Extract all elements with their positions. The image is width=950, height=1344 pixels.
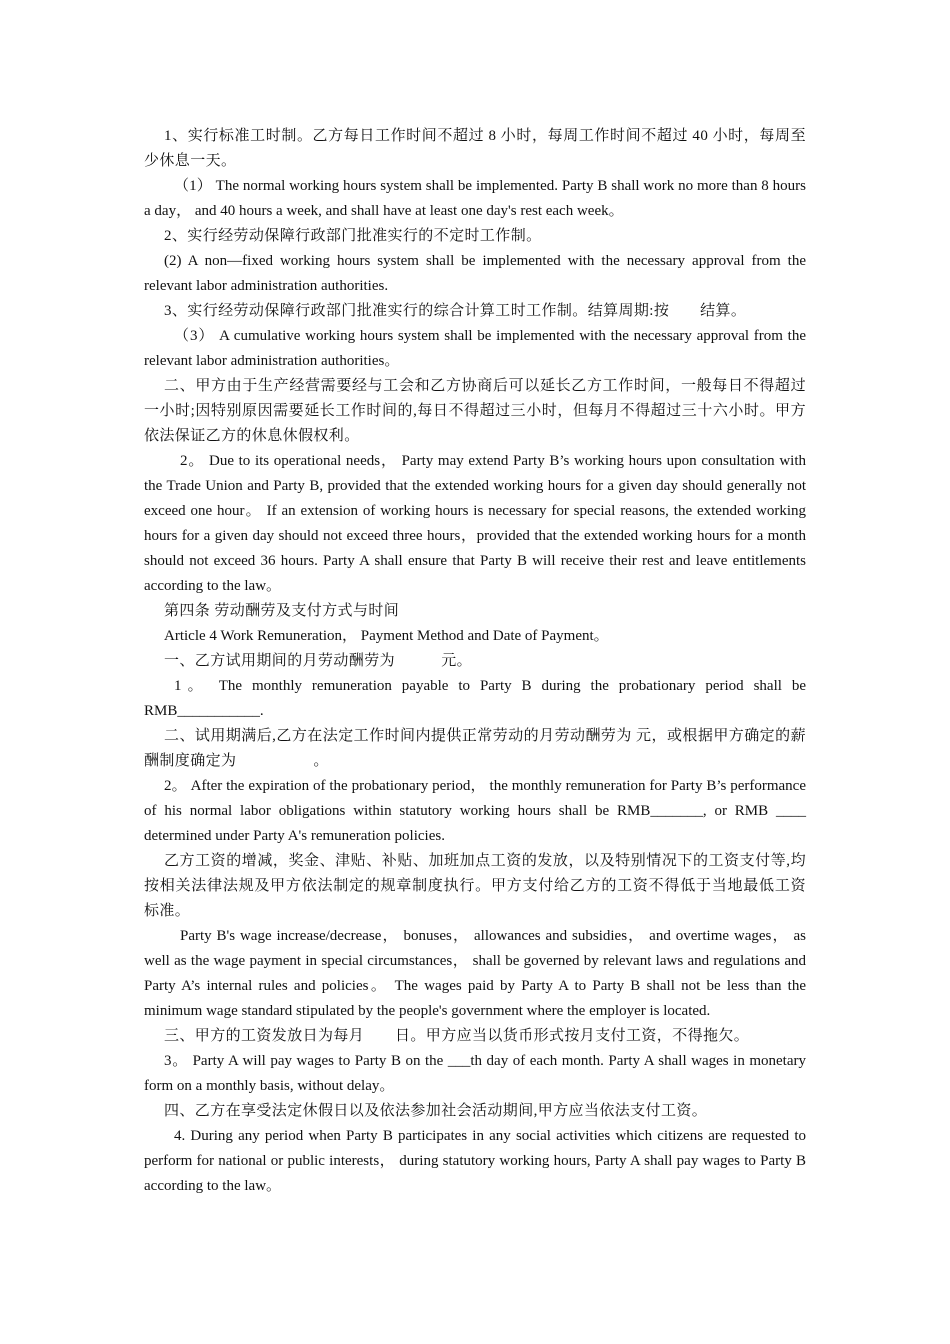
clause-2-en: 2。 Due to its operational needs， Party may extend Party B’s working hours upon consultation with the Trade Union and Party B, provided that the extended working hours for a given day should generally not exceed one hour。 If an extension of working hours is necessary for special reasons, the extended working hours for a given day should not exceed three hours，provided that the extended working hours for a month should not exceed 36 hours. Party A shall ensure that Party B will receive their rest and leave entitlements according to the law。	[144, 453, 806, 594]
article-4-clause-2: 二、试用期满后,乙方在法定工作时间内提供正常劳动的月劳动酬劳为 元，或根据甲方确定的薪酬制度确定为 。	[144, 728, 806, 769]
article-4-clause-1-en: 1。 The monthly remuneration payable to Party B during the probationary period shall be RMB___________.	[144, 678, 806, 719]
article-4-clause-3-en: 3。 Party A will pay wages to Party B on the ___th day of each month. Party A shall wages in monetary form on a monthly basis, without delay。	[144, 1053, 806, 1094]
paragraph-3-en: （3） A cumulative working hours system shall be implemented with the necessary approval from the relevant labor administration authorities。	[144, 328, 806, 369]
document-page	[144, 124, 806, 1199]
article-4-heading: 第四条 劳动酬劳及支付方式与时间	[164, 603, 400, 619]
article-4-clause-4-en: 4. During any period when Party B participates in any social activities which citizens are requested to perform for national or public interests， during statutory working hours, Party A shall pay wages to Party B according to the law。	[144, 1128, 806, 1194]
clause-2: 二、甲方由于生产经营需要经与工会和乙方协商后可以延长乙方工作时间，一般每日不得超过一小时;因特别原因需要延长工作时间的,每日不得超过三小时，但每月不得超过三十六小时。甲方依法保证乙方的休息休假权利。	[144, 378, 806, 444]
article-4-clause-3: 三、甲方的工资发放日为每月 日。甲方应当以货币形式按月支付工资，不得拖欠。	[164, 1028, 750, 1044]
wage-adjustment: 乙方工资的增减，奖金、津贴、补贴、加班加点工资的发放，以及特别情况下的工资支付等,均按相关法律法规及甲方依法制定的规章制度执行。甲方支付给乙方的工资不得低于当地最低工资标准。	[144, 853, 806, 919]
article-4-heading-en: Article 4 Work Remuneration， Payment Method and Date of Payment。	[164, 628, 609, 644]
paragraph-1-en: （1） The normal working hours system shall be implemented. Party B shall work no more than 8 hours a day， and 40 hours a week, and shall have at least one day's rest each week。	[144, 178, 806, 219]
paragraph-3: 3、实行经劳动保障行政部门批准实行的综合计算工时工作制。结算周期:按 结算。	[164, 303, 747, 319]
article-4-clause-4: 四、乙方在享受法定休假日以及依法参加社会活动期间,甲方应当依法支付工资。	[164, 1103, 708, 1119]
paragraph-2-en: (2) A non—fixed working hours system shall be implemented with the necessary approval from the relevant labor administration authorities.	[144, 253, 806, 294]
paragraph-1: 1、实行标准工时制。乙方每日工作时间不超过 8 小时，每周工作时间不超过 40 小时，每周至少休息一天。	[144, 128, 806, 169]
paragraph-2: 2、实行经劳动保障行政部门批准实行的不定时工作制。	[164, 228, 542, 244]
article-4-clause-1: 一、乙方试用期间的月劳动酬劳为 元。	[164, 653, 473, 669]
article-4-clause-2-en: 2。 After the expiration of the probationary period， the monthly remuneration for Party B’s performance of his normal labor obligations within statutory working hours shall be RMB_______, or RMB ____ determined under Party A's remuneration policies.	[144, 778, 806, 844]
wage-adjustment-en: Party B's wage increase/decrease， bonuses， allowances and subsidies， and overtime wages， as well as the wage payment in special circumstances， shall be governed by relevant laws and regulations and Party A’s internal rules and policies。 The wages paid by Party A to Party B shall not be less than the minimum wage standard stipulated by the people's government where the employer is located.	[144, 928, 806, 1019]
